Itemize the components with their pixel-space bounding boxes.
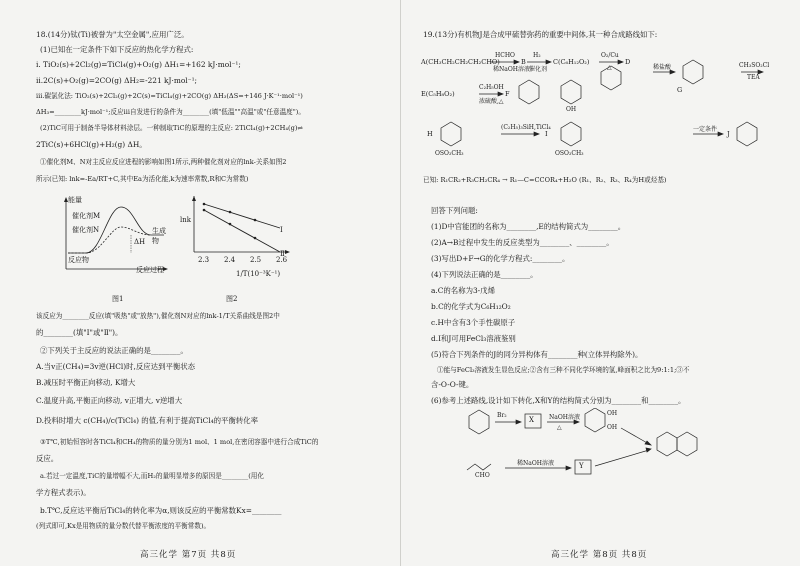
page-footer-7: 高三化学 第7页 共8页: [140, 550, 237, 560]
compound-c: C(C₆H₁₂O₂): [553, 58, 590, 66]
part6-scheme: [461, 408, 781, 492]
q18-2-2: ②下列关于主反应的说法正确的是________。: [40, 346, 188, 355]
q18-2-1-b: 所示(已知: lnk=-Ea/RT+C,其中Ea为活化能,k为速率常数,R和C为常数): [36, 175, 249, 183]
fig1-delta-h: ΔH: [134, 238, 146, 246]
equation-i: i. TiO₂(s)+2Cl₂(g)=TiCl₄(g)+O₂(g) ΔH₁=+162 kJ·mol⁻¹;: [36, 60, 241, 69]
q18-2-3-b2: (列式即可,Kx是用物质的量分数代替平衡浓度的平衡常数)。: [36, 522, 211, 530]
fig1-caption: 图1: [112, 295, 124, 303]
fig2-line-1: Ⅰ: [280, 226, 283, 234]
fig1-product: 生成物: [152, 227, 166, 245]
q18-part1: (1)已知在一定条件下如下反应的热化学方程式:: [40, 45, 194, 54]
reagent-ethanol: C₂H₅OH: [479, 84, 504, 91]
compound-b: B: [521, 58, 526, 66]
part6-graphic: [461, 408, 781, 492]
q19-4: (4)下列说法正确的是________。: [431, 270, 538, 279]
oh-1: OH: [607, 410, 618, 417]
figure-2: [180, 196, 290, 284]
q18-part2-eq: 2TiC(s)+6HCl(g)+H₂(g) ΔH。: [36, 140, 147, 149]
fig2-ylabel: lnk: [180, 216, 191, 224]
fig2-tick: 2.4: [224, 256, 236, 264]
cho-label: CHO: [475, 472, 490, 479]
fig2-tick: 2.3: [198, 256, 210, 264]
fig1-cat-m: 催化剂M: [72, 212, 101, 220]
fig2-xlabel: 1/T(10⁻³K⁻¹): [236, 270, 281, 278]
reagent-naoh: NaOH溶液: [549, 414, 580, 421]
h-oso2ch3: OSO₂CH₃: [435, 150, 464, 157]
q19-5-conditions: ①能与FeCl₃溶液发生显色反应;②含有三种不同化学环境的氢,峰面积之比为9:1:1;③不: [437, 366, 690, 374]
option-d-right: d.I和J可用FeCl₃溶液鉴别: [431, 334, 516, 343]
compound-a: A(CH₃CH₂CH₂CH₂CHO): [421, 58, 500, 66]
option-d: D.投料时增大 c(CH₄)/c(TiCl₄) 的值,有利于提高TiCl₄的平衡转化率: [36, 416, 259, 425]
option-a-right: a.C的名称为3-戊烯: [431, 286, 495, 295]
right-page: [400, 0, 800, 566]
reagent-o2cu: O₂/Cu: [601, 52, 619, 59]
compound-j: J: [727, 130, 730, 138]
fig2-caption: 图2: [226, 295, 238, 303]
reagent-br2: Br₂: [497, 412, 507, 419]
cond-heat-2: △: [557, 424, 562, 431]
q18-2-1-blank: 该反应为________反应(填"吸热"或"放热"),催化剂N对应的lnk-1/T关系曲线是图2中: [36, 312, 280, 320]
oh-2: OH: [607, 424, 618, 431]
q19-5-conditions2: 含-O-O-键。: [431, 380, 474, 389]
cond-heat: △: [607, 64, 612, 71]
box-y: Y: [579, 462, 584, 470]
q18-2-1-a: ①催化剂M、N对主反应反应进程的影响如图1所示,两种催化剂对应的lnk-关系如图2: [40, 158, 287, 166]
compound-f: F: [505, 90, 510, 98]
compound-e: E(C₅H₈O₂): [421, 90, 455, 98]
fig1-cat-n: 催化剂N: [72, 226, 100, 234]
compound-g: G: [677, 86, 683, 94]
questions-intro: 回答下列问题:: [431, 206, 478, 215]
known-reaction: 已知: R₁CR₂+R₃CH₂CR₄ → R₁—C=CCOR₄+H₂O (R₁、R₂、R₃、R₄为H或烃基): [423, 176, 667, 184]
fig2-line-2: Ⅱ: [280, 250, 285, 258]
q18-part2: (2)TiC可用于制备半导体材料涂层。一种制取TiC的原理的主反应: 2TiCl₄(g)+2CH₄(g)⇌: [40, 124, 303, 132]
reagent-naoh2: 稀NaOH溶液: [517, 460, 554, 467]
compound-h: H: [427, 130, 433, 138]
q19-2: (2)A→B过程中发生的反应类型为________、________。: [431, 238, 614, 247]
compound-d: D: [625, 58, 631, 66]
q18-2-3: ③T℃,初始恒容时各TiCl₄和CH₄的物质的量分别为1 mol、1 mol,在密闭容器中进行合成TiC的: [40, 438, 319, 446]
reagent-h2: H₂: [533, 52, 541, 59]
fig1-ylabel: 能量: [68, 196, 82, 204]
reagent-silane: (C₂H₅)₃SiH,TiCl₄: [501, 124, 551, 131]
q18-2-3-b: b.T℃,反应达平衡后TiCl₄的转化率为α,则该反应的平衡常数Kx=________: [40, 506, 282, 515]
q19-title: 19.(13分)有机物J是合成甲硫替弥药的重要中间体,其一种合成路线如下:: [423, 30, 658, 39]
fig2-tick: 2.6: [276, 256, 288, 264]
fig1-xlabel: 反应过程: [136, 266, 164, 274]
q18-2-3-a2: 学方程式表示)。: [36, 488, 91, 497]
option-b-right: b.C的化学式为C₆H₁₂O₂: [431, 302, 511, 311]
equation-ii: ii.2C(s)+O₂(g)=2CO(g) ΔH₂=-221 kJ·mol⁻¹;: [36, 76, 198, 85]
cond-naoh: 稀NaOH溶液: [493, 66, 530, 73]
compound-i: I: [545, 130, 548, 138]
q18-2-1-blank2: 的________(填"Ⅰ"或"Ⅱ")。: [36, 328, 123, 337]
q19-6: (6)参考上述路线,设计如下转化,X和Y的结构简式分别为________和________。: [431, 396, 686, 405]
equation-iii: iii.碳氯化法: TiO₂(s)+2Cl₂(g)+2C(s)=TiCl₄(g)+2CO(g) ΔH₃(ΔS=+146 J·K⁻¹·mol⁻¹): [36, 92, 303, 100]
oh-group: OH: [566, 106, 577, 113]
cond-tea: TEA: [747, 74, 760, 81]
reagent-mscl: CH₃SO₂Cl: [739, 62, 770, 69]
fig1-reactant: 反应物: [68, 256, 89, 264]
i-oso2ch3: OSO₂CH₃: [555, 150, 584, 157]
cond-catalyst: 催化剂: [529, 66, 548, 73]
option-b: B.减压时平衡正向移动, K增大: [36, 378, 136, 387]
box-x: X: [529, 416, 534, 424]
q18-2-3-a: a.若过一定温度,TiC的量增幅不大,而H₂的量明显增多的原因是________(用化: [40, 472, 264, 480]
reagent-hcho: HCHO: [495, 52, 515, 59]
q19-3: (3)写出D+F→G的化学方程式:________。: [431, 254, 570, 263]
reagent-hcl: 稀盐酸: [653, 64, 672, 71]
option-c: C.温度升高,平衡正向移动, v正增大, v逆增大: [36, 396, 183, 405]
q19-5: (5)符合下列条件的J的同分异构体有________种(立体异构除外)。: [431, 350, 643, 359]
option-a: A.当v正(CH₄)=3v逆(HCl)时,反应达到平衡状态: [36, 362, 196, 371]
figure-1: [56, 195, 171, 275]
q18-title: 18.(14分)钛(Ti)被誉为"太空金属",应用广泛。: [36, 30, 189, 39]
fig2-tick: 2.5: [250, 256, 262, 264]
synthesis-scheme: [421, 42, 793, 170]
q18-1-blank: ΔH₃=________kJ·mol⁻¹;反应iii自发进行的条件为________(填"低温""高温"或"任意温度")。: [36, 108, 305, 116]
page-footer-8: 高三化学 第8页 共8页: [551, 550, 648, 560]
reagent-condition: 一定条件: [693, 126, 718, 133]
option-c-right: c.H中含有3个手性碳原子: [431, 318, 516, 327]
q18-2-3b: 反应。: [36, 454, 59, 463]
cond-h2so4: 浓硫酸,△: [479, 98, 504, 105]
q19-1: (1)D中官能团的名称为________,E的结构简式为________。: [431, 222, 626, 231]
